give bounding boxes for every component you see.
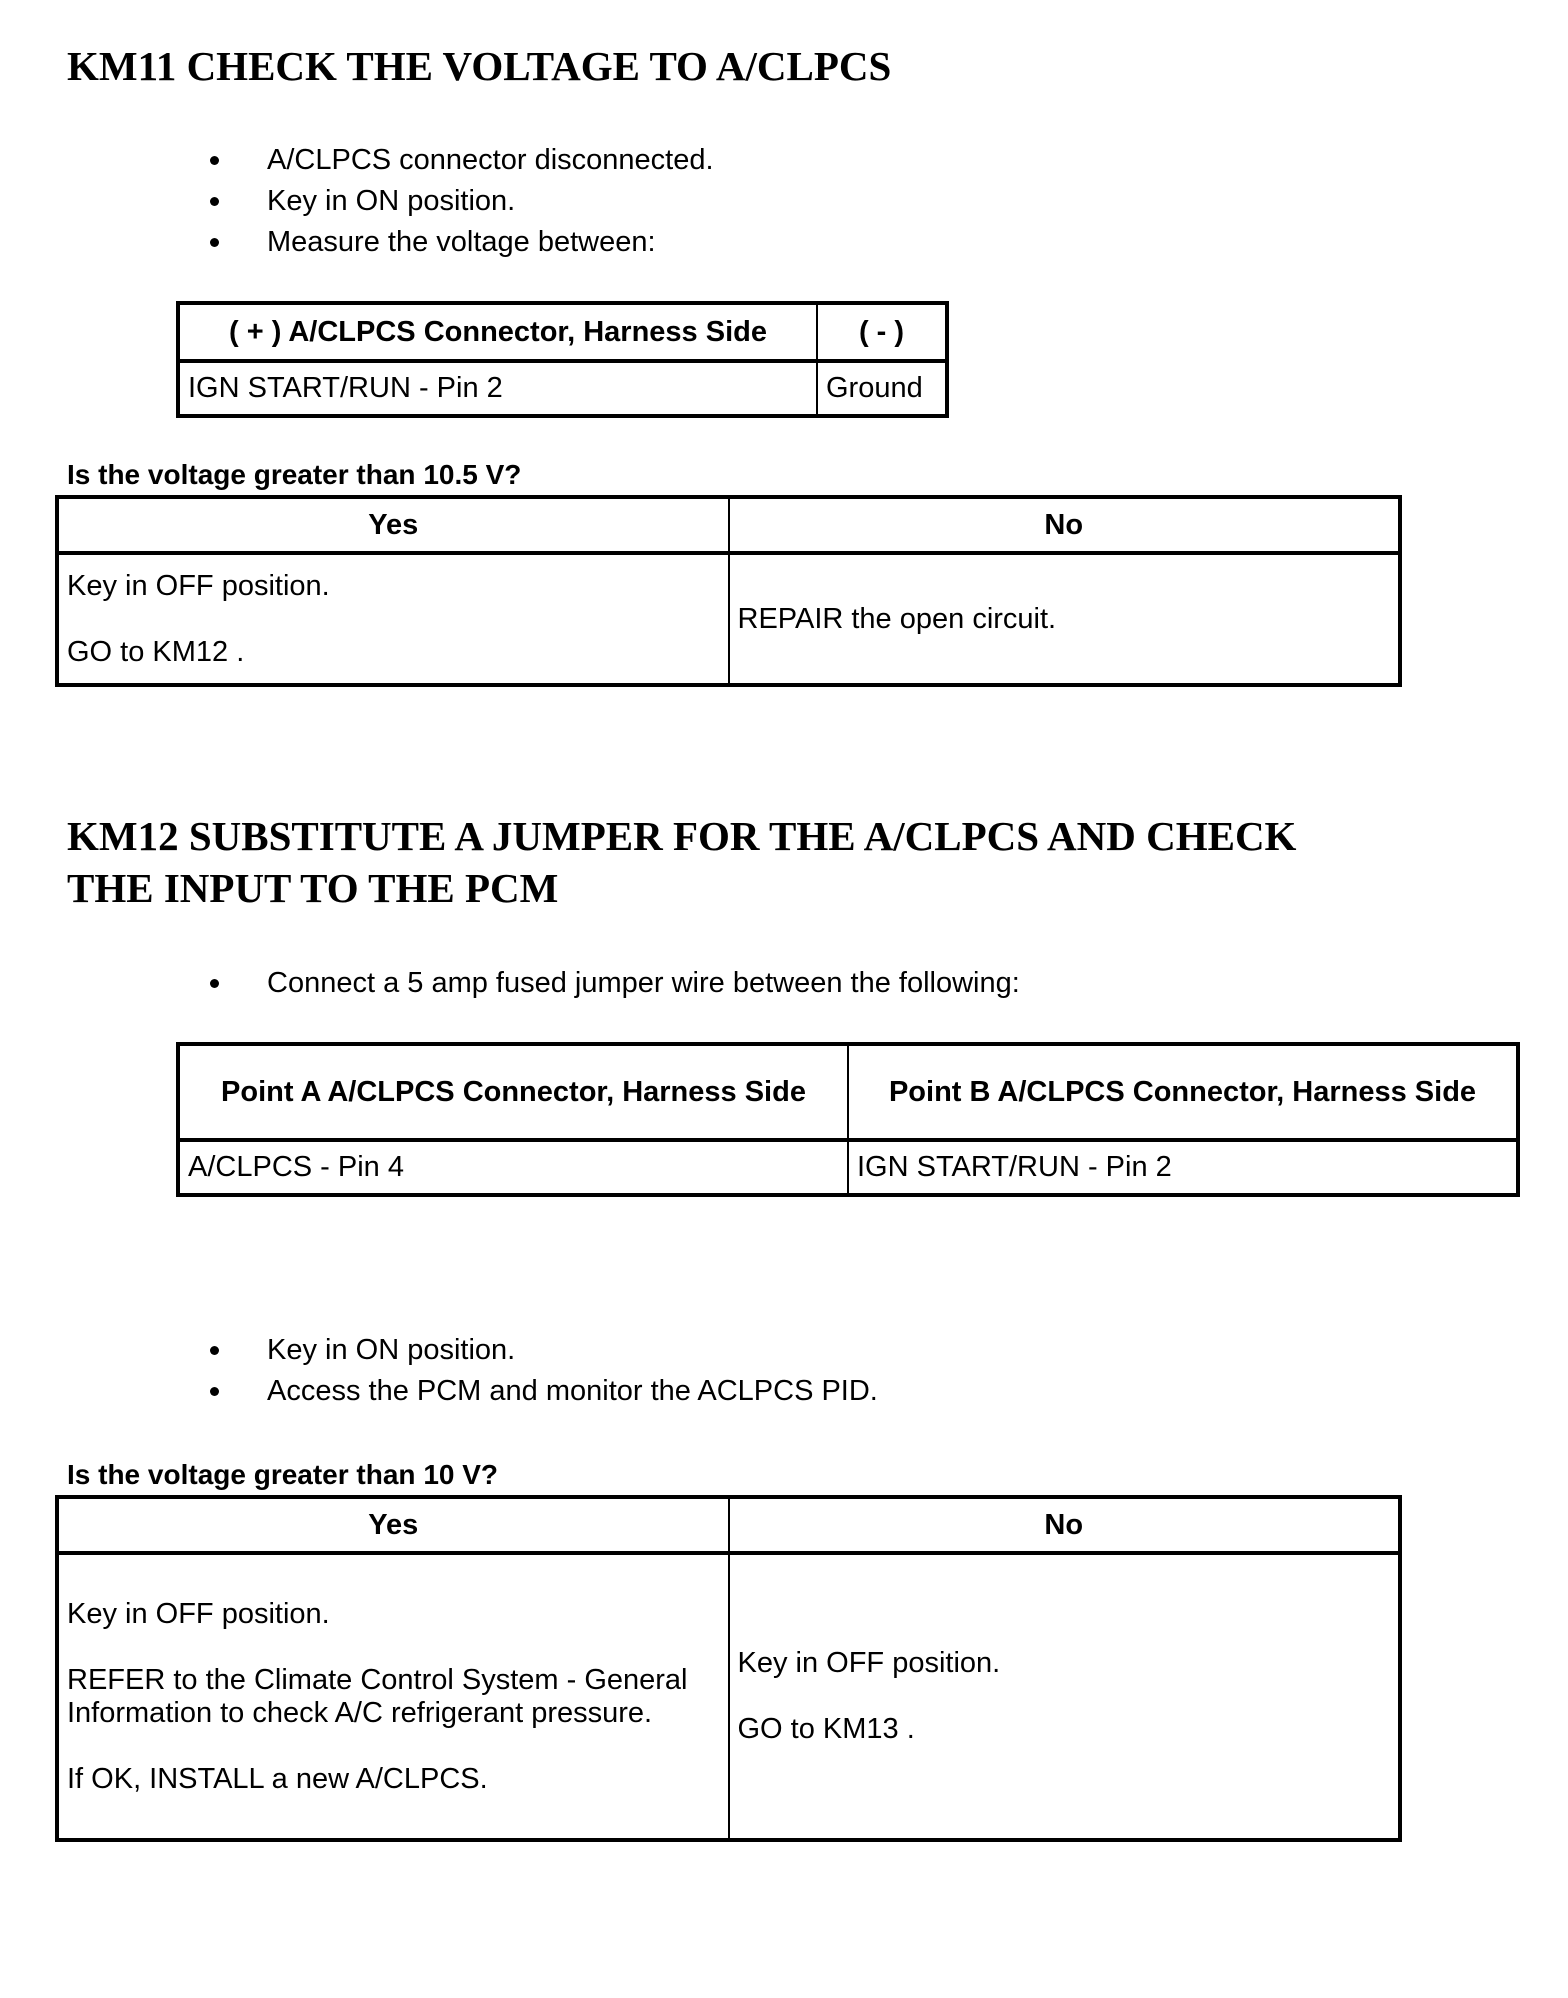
go-to-km13-text: GO to KM13 . xyxy=(737,1713,915,1745)
km11-title: KM11 CHECK THE VOLTAGE TO A/CLPCS xyxy=(67,43,892,89)
table-cell: IGN START/RUN - Pin 2 xyxy=(178,361,817,416)
yes-cell xyxy=(57,1553,729,1840)
no-cell: REPAIR the open circuit. xyxy=(729,553,1401,685)
yes-cell xyxy=(57,553,729,685)
table-header: Point B A/CLPCS Connector, Harness Side xyxy=(848,1044,1518,1140)
km12-title xyxy=(67,810,1296,914)
no-header: No xyxy=(729,1497,1401,1553)
yes-header: Yes xyxy=(57,497,729,553)
bullet-item: Key in ON position. xyxy=(200,1330,878,1371)
bullet-item: Measure the voltage between: xyxy=(200,222,714,263)
km12-title-line2: THE INPUT TO THE PCM xyxy=(67,865,559,911)
no-cell xyxy=(729,1553,1401,1840)
km12-bullet-list-1 xyxy=(200,963,1020,1004)
km12-jumper-table xyxy=(176,1042,1520,1197)
km11-bullet-list xyxy=(200,140,714,263)
bullet-item: Key in ON position. xyxy=(200,181,714,222)
table-row xyxy=(57,553,1400,685)
table-row xyxy=(57,1553,1400,1840)
cell-text: REFER to the Climate Control System - General Information to check A/C refrigerant pressure. xyxy=(67,1663,688,1729)
table-row xyxy=(178,1140,1518,1195)
table-header: ( - ) xyxy=(817,303,947,361)
km12-title-line1: KM12 SUBSTITUTE A JUMPER FOR THE A/CLPCS AND CHECK xyxy=(67,813,1297,859)
bullet-item: Connect a 5 amp fused jumper wire between the following: xyxy=(200,963,1020,1004)
no-header: No xyxy=(729,497,1401,553)
table-header: Point A A/CLPCS Connector, Harness Side xyxy=(178,1044,848,1140)
table-row xyxy=(178,361,947,416)
km12-bullet-list-2 xyxy=(200,1330,878,1412)
km11-result-table xyxy=(55,495,1402,687)
bullet-item: Access the PCM and monitor the ACLPCS PID. xyxy=(200,1371,878,1412)
cell-text: Key in OFF position. xyxy=(737,1647,1001,1679)
yes-header: Yes xyxy=(57,1497,729,1553)
table-cell: A/CLPCS - Pin 4 xyxy=(178,1140,848,1195)
bullet-item: A/CLPCS connector disconnected. xyxy=(200,140,714,181)
cell-text: Key in OFF position. xyxy=(67,569,330,602)
cell-text: Key in OFF position. xyxy=(67,1597,330,1630)
km12-result-table xyxy=(55,1495,1402,1842)
cell-text: If OK, INSTALL a new A/CLPCS. xyxy=(67,1762,488,1795)
go-to-km12-text: GO to KM12 . xyxy=(67,635,245,668)
table-cell: IGN START/RUN - Pin 2 xyxy=(848,1140,1518,1195)
km11-question: Is the voltage greater than 10.5 V? xyxy=(67,459,522,490)
km11-measure-table xyxy=(176,301,949,418)
table-header: ( + ) A/CLPCS Connector, Harness Side xyxy=(178,303,817,361)
table-cell: Ground xyxy=(817,361,947,416)
km12-question: Is the voltage greater than 10 V? xyxy=(67,1459,499,1490)
